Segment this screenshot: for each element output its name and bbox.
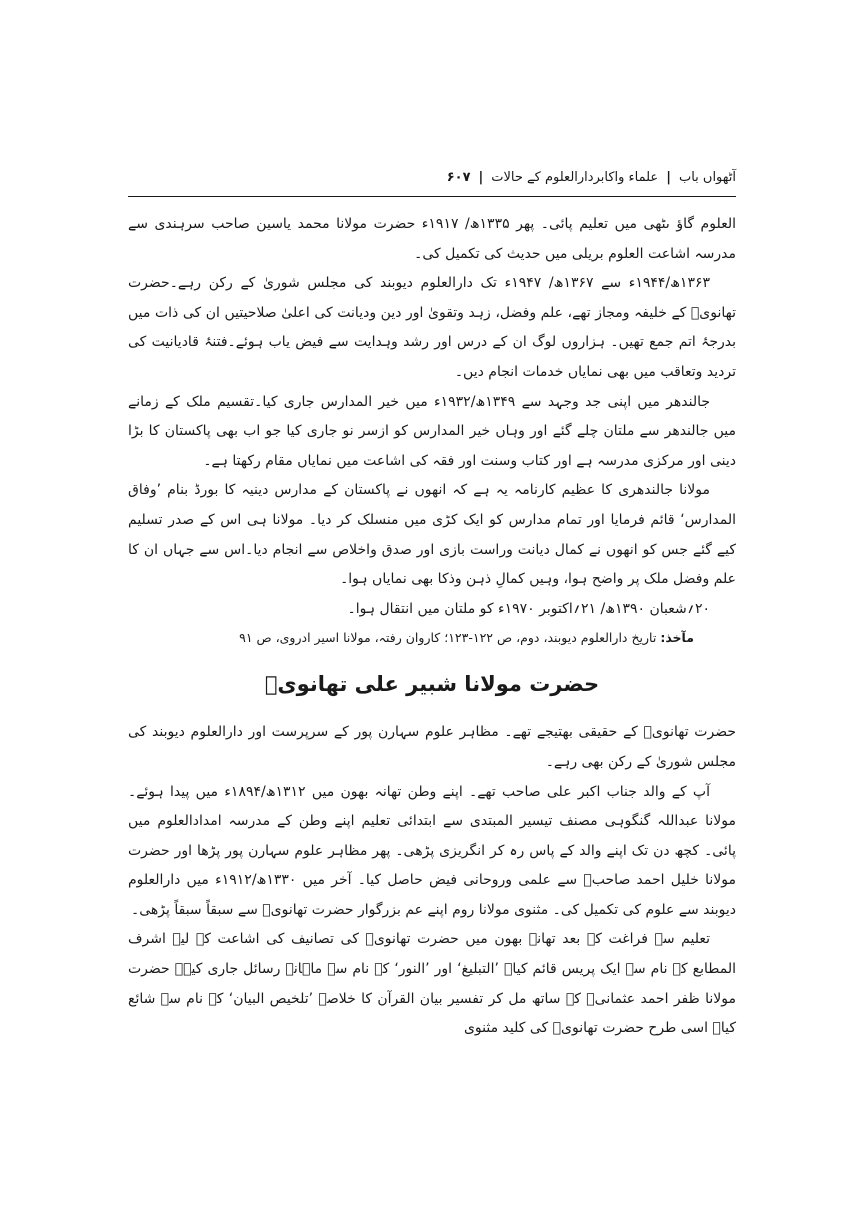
paragraph: ۱۳۶۳ھ/۱۹۴۴ء سے ۱۳۶۷ھ/ ۱۹۴۷ء تک دارالعلوم دیوبند کی مجلس شوریٰ کے رکن رہے۔حضرت تھانویؒ کے خلیفہ ومجاز تھے، علم وفضل، زہد وتقویٰ اور دین ودیانت کی اعلیٰ صلاحیتیں ان کی ذات میں بدرجۂ اتم جمع تھیں۔ ہزاروں لوگ ان کے درس اور رشد وہدایت سے فیض یاب ہوئے۔فتنۂ قادیانیت کی تردید وتعاقب میں بھی نمایاں خدمات انجام دیں۔ [128, 275, 736, 380]
running-head-separator: | [666, 169, 671, 185]
section-heading: حضرت مولانا شبیر علی تھانویؒ [264, 672, 600, 697]
running-head-chapter: آٹھواں باب [678, 169, 736, 185]
paragraph: ۲۰؍شعبان ۱۳۹۰ھ/ ۲۱؍اکتوبر ۱۹۷۰ء کو ملتان میں انتقال ہوا۔ [347, 600, 710, 617]
paragraph: العلوم گاؤ ںٹھی میں تعلیم پائی۔ پھر ۱۳۳۵ھ/ ۱۹۱۷ء حضرت مولانا محمد یاسین صاحب سرہندی سے مدرسہ اشاعت العلوم بریلی میں حدیث کی تکمیل کی۔ [128, 216, 737, 262]
page-number: ۶۰۷ [446, 169, 471, 185]
body-text [128, 210, 736, 1044]
source-text: تاریخ دارالعلوم دیوبند، دوم، ص ۱۲۲-۱۲۳؛ کاروان رفتہ، مولانا اسیر ادروی، ص ۹۱ [239, 630, 657, 646]
running-head-title: علماء واکابردارالعلوم کے حالات [491, 169, 659, 185]
source-label: مآخذ: [660, 630, 694, 646]
running-head [128, 164, 736, 190]
book-page [128, 150, 736, 1150]
running-head-separator: | [478, 169, 484, 185]
paragraph: مولانا جالندھری کا عظیم کارنامہ یہ ہے کہ انھوں نے پاکستان کے مدارس دینیہ کا بورڈ بنام ’وفاق المدارس‘ قائم فرمایا اور تمام مدارس کو ایک کڑی میں منسلک کر دیا۔ مولانا ہی اس کے صدر تسلیم کیے گئے جس کو انھوں نے کمال دیانت وراست بازی اور صدق واخلاص سے انجام دیا۔اس سے جہاں ان کا علم وفضل ملک پر واضح ہوا، وہیں کمالِ ذہن وذکا بھی نمایاں ہوا۔ [128, 482, 736, 588]
source-citation [128, 624, 736, 652]
paragraph: حضرت تھانویؒ کے حقیقی بھتیجے تھے۔ مظاہر علوم سہارن پور کے سرپرست اور دارالعلوم دیوبند کی مجلس شوریٰ کے رکن بھی رہے۔ [128, 724, 736, 770]
header-divider [128, 196, 736, 197]
paragraph: آپ کے والد جناب اکبر علی صاحب تھے۔ اپنے وطن تھانہ بھون میں ۱۳۱۲ھ/۱۸۹۴ء میں پیدا ہوئے۔ مولانا عبداللہ گنگوہی مصنف تیسیر المبتدی سے ابتدائی تعلیم اپنے وطن کے مدرسہ امدادالعلوم میں پائی۔ کچھ دن تک اپنے والد کے پاس رہ کر انگریزی پڑھی۔ پھر مظاہر علوم سہارن پور پڑھا اور حضرت مولانا خلیل احمد صاحبؒ سے علمی وروحانی فیض حاصل کیا۔ آخر میں ۱۳۳۰ھ/۱۹۱۲ء میں دارالعلوم دیوبند سے علوم کی تکمیل کی۔ مثنوی مولانا روم اپنے عم بزرگوار حضرت تھانویؒ سے سبقاً سبقاً پڑھی۔ [128, 783, 736, 918]
paragraph: جالندھر میں اپنی جد وجہد سے ۱۳۴۹ھ/۱۹۳۲ء میں خیر المدارس جاری کیا۔تقسیم ملک کے زمانے میں جالندھر سے ملتان چلے گئے اور وہاں خیر المدارس کو ازسر نو جاری کیا جو اب بھی پاکستان کا بڑا دینی اور مرکزی مدرسہ ہے اور کتاب وسنت اور فقہ کی اشاعت میں نمایاں مقام رکھتا ہے۔ [128, 393, 736, 469]
paragraph: تعلیم سے فراغت کے بعد تھانہ بھون میں حضرت تھانویؒ کی تصانیف کی اشاعت کے لیے اشرف المطابع کے نام سے ایک پریس قائم کیا۔ ’التبلیغ‘ اور ’النور‘ کے نام سے ماہانہ رسائل جاری کیے۔ حضرت مولانا ظفر احمد عثمانیؒ کے ساتھ مل کر تفسیر بیان القرآن کا خلاصہ ’تلخیص البیان‘ کے نام سے شائع کیا۔ اسی طرح حضرت تھانویؒ کی کلید مثنوی [128, 931, 736, 1037]
